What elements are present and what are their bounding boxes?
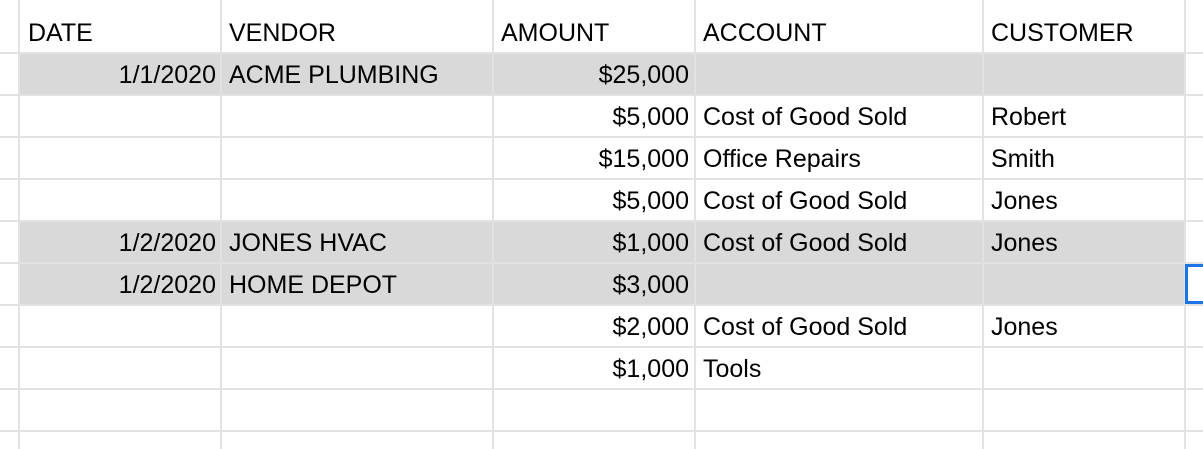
cell-amount[interactable]: $5,000	[612, 187, 689, 215]
table-row	[0, 348, 1203, 390]
cell-account[interactable]	[703, 390, 983, 430]
cell-amount[interactable]: $1,000	[612, 229, 689, 257]
header-row	[0, 12, 1203, 54]
cell-date[interactable]	[20, 306, 216, 346]
table-row	[0, 180, 1203, 222]
cell-customer[interactable]	[991, 348, 1181, 388]
cell-account[interactable]	[703, 264, 983, 304]
cell-account[interactable]: Cost of Good Sold	[703, 103, 908, 131]
column-header-customer[interactable]: CUSTOMER	[991, 19, 1134, 47]
cell-customer[interactable]: Jones	[991, 313, 1058, 341]
cell-date[interactable]	[20, 96, 216, 136]
grid-divider	[982, 0, 984, 449]
table-row	[0, 432, 1203, 449]
table-row	[0, 222, 1203, 264]
cell-amount[interactable]: $3,000	[612, 271, 689, 299]
table-row	[0, 54, 1203, 96]
table-row	[0, 264, 1203, 306]
cell-customer[interactable]: Smith	[991, 145, 1055, 173]
table-row	[0, 138, 1203, 180]
cell-date[interactable]	[20, 180, 216, 220]
grid-divider	[220, 0, 222, 449]
cell-date[interactable]: 1/1/2020	[118, 61, 216, 89]
cell-vendor[interactable]: HOME DEPOT	[229, 271, 398, 299]
cell-date[interactable]	[20, 138, 216, 178]
cell-customer[interactable]: Jones	[991, 229, 1058, 257]
cell-customer[interactable]: Robert	[991, 103, 1067, 131]
cell-amount[interactable]: $15,000	[598, 145, 689, 173]
cell-customer[interactable]	[991, 54, 1181, 94]
cell-vendor[interactable]	[229, 432, 491, 449]
cell-customer[interactable]	[991, 264, 1181, 304]
column-header-vendor[interactable]: VENDOR	[229, 19, 336, 47]
cell-vendor[interactable]	[229, 390, 491, 430]
selected-cell-indicator[interactable]	[1185, 264, 1203, 304]
cell-customer[interactable]: Jones	[991, 187, 1058, 215]
cell-amount[interactable]: $1,000	[612, 355, 689, 383]
cell-date[interactable]: 1/2/2020	[118, 229, 216, 257]
cell-date[interactable]	[20, 390, 216, 430]
cell-vendor[interactable]	[229, 306, 491, 346]
cell-vendor[interactable]	[229, 96, 491, 136]
cell-vendor[interactable]	[229, 180, 491, 220]
cell-customer[interactable]	[991, 432, 1181, 449]
cell-amount[interactable]: $5,000	[612, 103, 689, 131]
cell-account[interactable]: Cost of Good Sold	[703, 187, 908, 215]
cell-vendor[interactable]	[229, 348, 491, 388]
cell-account[interactable]	[703, 432, 983, 449]
column-header-amount[interactable]: AMOUNT	[501, 19, 610, 47]
grid-divider	[694, 0, 696, 449]
column-header-date[interactable]: DATE	[28, 19, 93, 47]
grid-divider	[18, 0, 20, 449]
cell-account[interactable]: Office Repairs	[703, 145, 861, 173]
cell-amount[interactable]: $25,000	[598, 61, 689, 89]
cell-customer[interactable]	[991, 390, 1181, 430]
cell-amount[interactable]	[494, 390, 689, 430]
cell-vendor[interactable]	[229, 138, 491, 178]
cell-amount[interactable]: $2,000	[612, 313, 689, 341]
cell-amount[interactable]	[494, 432, 689, 449]
table-row	[0, 96, 1203, 138]
table-row	[0, 306, 1203, 348]
cell-account[interactable]: Cost of Good Sold	[703, 313, 908, 341]
grid-divider	[492, 0, 494, 449]
cell-account[interactable]: Cost of Good Sold	[703, 229, 908, 257]
cell-vendor[interactable]: ACME PLUMBING	[229, 61, 439, 89]
cell-account[interactable]	[703, 54, 983, 94]
cell-account[interactable]: Tools	[703, 355, 762, 383]
grid-divider	[1184, 0, 1186, 449]
cell-date[interactable]: 1/2/2020	[118, 271, 216, 299]
cell-date[interactable]	[20, 348, 216, 388]
cell-vendor[interactable]: JONES HVAC	[229, 229, 387, 257]
table-row	[0, 390, 1203, 432]
cell-date[interactable]	[20, 432, 216, 449]
column-header-account[interactable]: ACCOUNT	[703, 19, 827, 47]
